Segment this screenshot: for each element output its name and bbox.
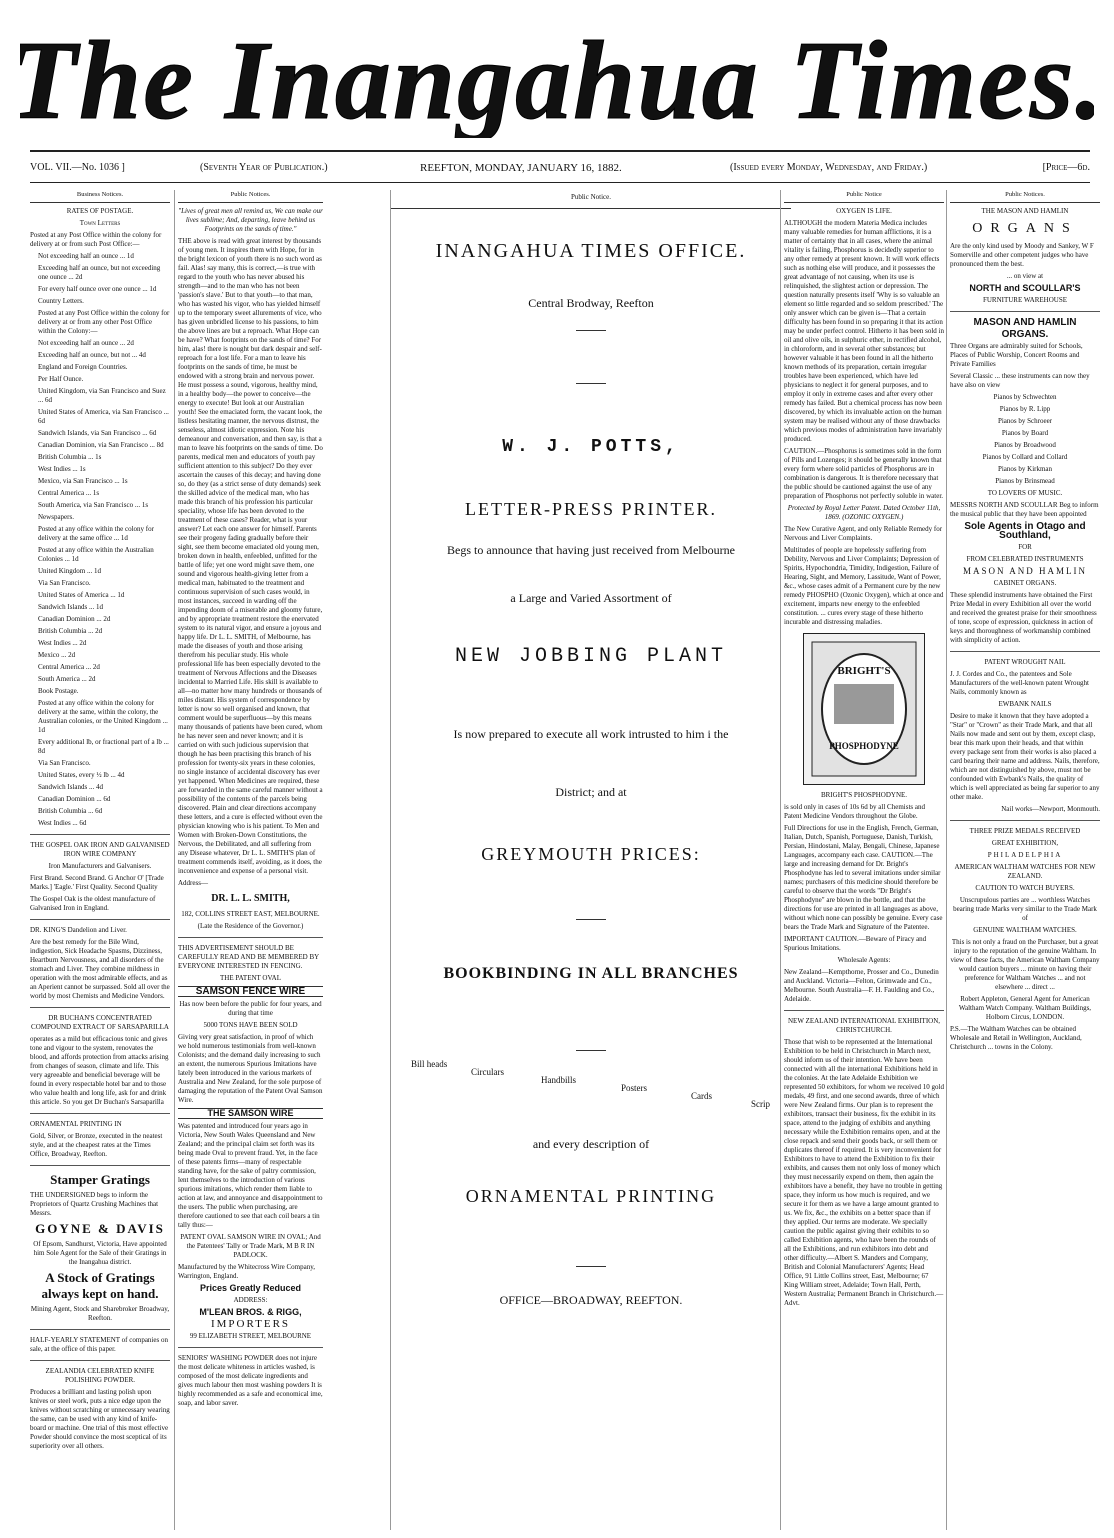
postage-rate-line: Every additional lb, or fractional part of a lb ... 8d — [38, 738, 169, 755]
tons-sold: 5000 TONS HAVE BEEN SOLD — [203, 1021, 298, 1029]
gospel-oak-brands: First Brand. Second Brand. G Anchor O' [Trade Marks.] 'Eagle.' First Quality. Second Quality — [30, 874, 164, 891]
dr-king-title: DR. KING'S Dandelion and Liver. — [30, 926, 127, 934]
postage-rate-line: Mexico, via San Francisco ... 1s — [38, 477, 128, 485]
goyne-davis-body: Of Epsom, Sandhurst, Victoria, Have appointed him Sole Agent for the Sale of their Gratings in the Inangahua district. — [33, 1240, 167, 1266]
divider — [30, 1329, 170, 1330]
agents-list: New Zealand—Kempthorne, Prosser and Co., Dunedin and Auckland. Victoria—Felton, Grimwade and Co., Melbourne. South Australia—F. H. Faulding and Co., Adelaide. — [784, 968, 939, 1003]
page-columns — [30, 190, 1100, 1530]
divider — [950, 311, 1100, 312]
office-footer: OFFICE—BROADWAY, REEFTON. — [499, 1293, 683, 1307]
dr-smith-body: THE above is read with great interest by thousands of young men. It inspires them with Hope, for in the bright lexicon of youth there is no such word as fail. Alas! say many, this is correct,—is true with regard to the youth who has never abused his strength—and to the man who has not been 'passion's slave.' But to that youth—to that man, who has wasted his vigor, who has yielded himself up to the temporary sweet allurements of vice, who has given unbridled license to his passions, to him the above lines are but a reproach. What Hope can be have? What footprints on the sands of time? For him, alas! there is nought but dark despair and self-reproach for a lost life. For a man to leave his footprints on the sands of time, he must be endowed with a strong brain and nervous power. He must possess a sound, vigorous, healthy mind, in a healthy body—the power to conceive—the energy to execute! But look at our Australian youth! See the emaciated form, the vacant look, the listless hesitating manner, the nervous distrust, the senseless, almost idiotic expression. Note his demeanour and conversation, and then say, is that a man to leave his footprints on the sands of time. Do parents, medical men and educators of youth pay sufficient attention to this subject? Do they ever ascertain the causes of this decay; and having done so, do they (as a strict sense of duty demands) seek the skilled advice of the medical man, who has made this branch of his profession his particular speciality, whose life has been devoted to the treatment of these cases? Reader, what is your answer? Let each one answer for himself. Parents see their progeny fading gradually before their sight, see them become emaciated old young men, broken down in health, enfeebled, unfitted for the battle of life; yet one word might save them, one sound and vigorous health-giving letter from a medical man, habituated to the treatment and continuous supervision of such cases would, in most instances, succeed in warding off the impending doom of a miserable and gloomy future, and by appropriate treatment restore the enervated system to its natural vigor, and ensure a joyous and happy life. Dr L. L. SMITH, of Melbourne, has made the diseases of youth and those arising therefrom his peculiar study. His whole professional life has been especially devoted to the treatment of Nervous Affections and the Diseases incidental to Married Life. His skill is available to all—no matter how many hundreds or thousands of miles distant. His system of correspondence by letter is now so well organised and known, that comment would be superfluous—by this means many thousands of patients have been cured, whom he has never seen and never known; and it is carried on with such judicious supervision that though he has been practising this branch of his profession for twenty-six years in these colonies, no single instance of accidental discovery has ever yet happened. When Medicines are required, these are forwarded in the same careful manner without a possibility of the contents of the parcels being discovered. Plain and clear directions accompany these letters, and a cure is effected without even the physician knowing who is his patient. To Men and Women with Broken-Down Constitutions, the Nervous, the Debilitated, and all suffering from any Disease whatever, Dr L. L. SMITH'S plan of treatment commends itself, avoiding, as it does, the inconvenience and expense of a personal visit. — [178, 237, 323, 875]
divider — [784, 1010, 944, 1011]
every-description: and every description of — [532, 1137, 650, 1151]
divider — [576, 383, 606, 384]
from-instruments: FROM CELEBRATED INSTRUMENTS — [966, 555, 1084, 563]
issue-date: REEFTON, MONDAY, JANUARY 16, 1882. — [420, 162, 622, 174]
nail-title: PATENT WROUGHT NAIL — [984, 658, 1066, 666]
goyne-davis: GOYNE & DAVIS — [35, 1221, 165, 1236]
divider — [576, 919, 606, 920]
divider — [30, 1007, 170, 1008]
price: [Price—6d. — [1042, 162, 1090, 173]
postage-rate-line: Posted at any office within the Australian Colonies ... 1d — [38, 546, 154, 563]
printing-item: Posters — [621, 1083, 648, 1093]
elizabeth-street: 99 ELIZABETH STREET, MELBOURNE — [189, 1332, 312, 1340]
exhibition-title: NEW ZEALAND INTERNATIONAL EXHIBITION, CHRISTCHURCH. — [787, 1017, 941, 1034]
multitudes: Multitudes of people are hopelessly suffering from Debility, Nervous and Liver Complaints; Depression of Spirits, Hypochondria, Timidity, Indigestion, Failure of Hearing, Sight, and Memory, Lassitude, Want of Power, &c., whose cases admit of a Permanent cure by the new remedy PHOSPHO (Ozonic Oxygen), which at once and excitement, imparts new energy to the enfeebled constitution. ... cures every stage of these hitherto incurable and distressing maladies. — [784, 546, 944, 626]
great-exhibition: GREAT EXHIBITION, — [991, 839, 1059, 847]
divider — [576, 330, 606, 331]
printing-item: Cards — [691, 1091, 712, 1101]
divider — [30, 1360, 170, 1361]
pianos-list — [950, 393, 1100, 486]
column-header: Public Notices. — [950, 190, 1100, 203]
patent-oval: THE PATENT OVAL — [220, 974, 281, 982]
divider — [30, 919, 170, 920]
postage-rate-line: Central America ... 2d — [38, 663, 100, 671]
messrs-north: MESSRS NORTH AND SCOULLAR Beg to inform the musical public that they have been appointed — [950, 501, 1099, 518]
important-caution: IMPORTANT CAUTION.—Beware of Piracy and Spurious Imitations. — [784, 935, 927, 952]
oxygen-body: ALTHOUGH the modern Materia Medica includes many valuable remedies for human afflictions, it is a matter of certainty that in all cases, where the animal vitality is failing, Phosphorus is decidedly superior to any other remedy at present known. It will work effects such as nothing else will produce, and it possesses the great advantage of not causing, when its use is relinquished, the slightest action or depression. The question naturally presents itself 'Why is so valuable an element so little regarded and so seldom prescribed.' The only answer which can be given is—That a certain difficulty has been found in so preparing it that its action may be under perfect control. Hitherto it has been sold in oil and olive oils, in sulphuric ether, in rectified alcohol, in chloroform, and in several other substances; but however valuable it has been found in all the hitherto known methods of its preparation, certain irregular troubles have been experienced, which have led physicians to neglect it for general purposes, and to employ it only in extreme cases and after every other remedy has failed. But a chemical process has now been discovered, by which its invaluable action on the human system may be realised without any of those drawbacks which previous modes of administration have invariably produced. — [784, 219, 944, 443]
waltham-agent: Robert Appleton, General Agent for American Waltham Watch Company. Waltham Buildings, Holborn Circus, LONDON. — [958, 995, 1092, 1021]
zealandia-title: ZEALANDIA CELEBRATED KNIFE POLISHING POWDER. — [45, 1367, 155, 1384]
piano-item: Pianos by Board — [1001, 429, 1049, 437]
mason-hamlin-heading: MASON AND HAMLIN — [973, 317, 1077, 328]
three-prize-medals: THREE PRIZE MEDALS RECEIVED — [969, 827, 1081, 835]
office-location: Central Brodway, Reefton — [528, 296, 654, 310]
piano-item: Pianos by Brinsmead — [995, 477, 1055, 485]
phosphorus-caution: CAUTION.—Phosphorus is sometimes sold in the form of Pills and Lozenges; it should be generally known that every form where solid particles of Phosphorus are in combination is dangerous. It is therefore necessary that the public should be cautioned against the use of any preparation of Phosphorus not perfectly soluble in water. — [784, 447, 944, 500]
piano-item: Pianos by R. Lipp — [999, 405, 1051, 413]
nail-works: Nail works—Newport, Monmouth. — [1001, 805, 1100, 813]
piano-item: Pianos by Kirkman — [997, 465, 1053, 473]
postage-rate-line: Sandwich Islands ... 1d — [38, 603, 103, 611]
divider — [178, 1347, 323, 1348]
piano-item: Pianos by Collard and Collard — [982, 453, 1068, 461]
postage-rate-line: British Columbia ... 6d — [38, 807, 103, 815]
sole-agents: Sole Agents in Otago and Southland, — [964, 521, 1086, 541]
genuine-body: This is not only a fraud on the Purchaser, but a great injury to the reputation of the genuine Waltham. In view of these facts, the American Waltham Company would caution buyers ... minute on having their preference for Waltham Watches ... and not elsewhere ... direct ... — [950, 938, 1100, 991]
column-header: Business Notices. — [30, 190, 170, 203]
several-classic: Several Classic ... these instruments can now they have also on view — [950, 372, 1090, 389]
svg-text:BRIGHT'S: BRIGHT'S — [837, 665, 891, 677]
postage-rate-line: United Kingdom ... 1d — [38, 567, 101, 575]
column-public-notices-5 — [946, 190, 1100, 1530]
printing-item: Bill heads — [411, 1059, 448, 1069]
exhibition-body: Those that wish to be represented at the International Exhibition to be held in Christchurch in March next, should inform us of their intention. We have been connected with all the international Exhibitions held in the colonies. At the late Adelaide Exhibition we represented 50 exhibitors, for whom we received 10 gold medals, 49 first, and one second awards, three of which were New Zealand firms. Our plan is to represent the exhibitors, transact their business, fix the exhibit in its space, attend to the judging of exhibits and anything necessary while the Exhibition remains open, and at the close repack and send their goods back, or sell them or duplicates thereof if required. It is very inconvenient for Exhibitors to have to attend the Exhibition to fix their exhibits, and causes them not only loss of money which they must necessarily expend on them, then again the exhibitors have a benefit, they have no trouble in getting space, they inform us how much is required, and we secure it for them as we have a large amount granted to us. We fix, &c., the exhibits on a better space than if they applied. Our terms are moderate. We specially caution the public against giving their exhibits to so called Exhibition agents, who have been the rounds of all the Exhibitions, and run exhibitors into debt and other difficulty.—Albert S. Manders and Company, British and Colonial Manufacturers' Agents; Head Office, 91 Little Collins street, East, Melbourne; 67 King William street, Adelaide; Town Hall, Perth, Western Australia; Permanent Branch in Christchurch.—Advt. — [784, 1038, 944, 1307]
printer-name: W. J. POTTS, — [502, 437, 680, 457]
printing-item: Handbills — [541, 1075, 576, 1085]
postage-rate-line: South America ... 2d — [38, 675, 96, 683]
divider — [950, 651, 1100, 652]
samson-body-1: Has now been before the public for four years, and during that time — [179, 1000, 322, 1017]
poem: "Lives of great men all remind us, We can make our lives sublime; And, departing, leave behind us Footprints on the sands of time." — [178, 207, 323, 233]
phosphodyne-label-illustration — [803, 633, 925, 785]
ornamental-printing-body: Gold, Silver, or Bronze, executed in the neatest style, and at the cheapest rates at the Times Office, Broadway, Reefton. — [30, 1132, 163, 1158]
postage-rate-line: United States of America, via San Francisco ... 6d — [38, 408, 169, 425]
postage-rate-line: Via San Francisco. — [38, 579, 91, 587]
postage-rate-line: Central America ... 1s — [38, 489, 100, 497]
postage-rate-line: West Indies ... 2d — [38, 639, 87, 647]
watch-caution: CAUTION TO WATCH BUYERS. — [975, 884, 1075, 892]
north-scoullar: NORTH and SCOULLAR'S — [969, 283, 1081, 293]
postage-rate-line: West Indies ... 6d — [38, 819, 87, 827]
postage-rate-line: South America, via San Francisco ... 1s — [38, 501, 149, 509]
postage-rate-line: Posted at any office within the colony for delivery at the same office ... 1d — [38, 525, 154, 542]
district: District; and at — [555, 785, 627, 799]
genuine-waltham: GENUINE WALTHAM WATCHES. — [973, 926, 1077, 934]
stock-of-gratings: A Stock of Gratings always kept on hand. — [41, 1270, 159, 1301]
prices-reduced: Prices Greatly Reduced — [199, 1283, 302, 1293]
mason-hamlin-2: MASON AND HAMLIN — [962, 566, 1087, 576]
dateline — [30, 150, 1090, 183]
printing-items — [391, 1057, 791, 1107]
samson-fence-wire: SAMSON FENCE WIRE — [178, 986, 323, 997]
column-header: Public Notice. — [391, 190, 791, 209]
svg-text:PHOSPHODYNE: PHOSPHODYNE — [829, 741, 899, 751]
postage-rate-line: Country Letters. — [38, 297, 84, 305]
postage-rate-line: Mexico ... 2d — [38, 651, 76, 659]
cabinet-organs: CABINET ORGANS. — [993, 579, 1057, 587]
column-header: Public Notices. — [178, 190, 323, 203]
seniors-washing-powder: SENIORS' WASHING POWDER does not injure the most delicate whiteness in articles washed, is composed of the most delicate ingredients and gives much labour then most washing powders It is highly recommended as a safe and economical ime, soap, and labor saver. — [178, 1354, 323, 1407]
column-public-notices-2 — [174, 190, 323, 1530]
organs-title: ORGANS — [972, 221, 1078, 236]
postage-rates — [30, 252, 170, 828]
philadelphia: PHILADELPHIA — [987, 851, 1063, 859]
masthead-title-text: The Inangahua Times. — [20, 19, 1094, 138]
splendid-instruments: These splendid instruments have obtained the First Prize Medal in every Exhibition all over the world and received the greatest praise for their smoothness of tone, scope of expression, quickness in action of keys and thoroughness of workmanship combined with simplicity of action. — [950, 591, 1097, 644]
postage-rate-line: Not exceeding half an ounce ... 1d — [38, 252, 134, 260]
gospel-oak-subtitle: Iron Manufacturers and Galvanisers. — [48, 862, 152, 870]
masthead-title — [20, 10, 1094, 138]
column-public-notice-4 — [780, 190, 944, 1530]
dr-smith-name: DR. L. L. SMITH, — [211, 893, 290, 904]
postage-rate-line: Newspapers. — [38, 513, 74, 521]
piano-item: Pianos by Broadwood — [994, 441, 1056, 449]
bright-directions: Full Directions for use in the English, French, German, Italian, Dutch, Spanish, Portuguese, Danish, Turkish, Persian, Hindostani, Malay, Bengali, Chinese, Japanese Languages, accompany each case. CAUTION.—The large and increasing demand for Dr. Bright's Phosphodyne has led to several imitations under similar names; purchasers of this medicine should therefore be careful to observe that the words "Dr Bright's Phosphodyne" are blown in the bottle, and that the directions for use are printed in all languages as above, without which none can possibly be genuine. Every case bears the Trade Mark and Signature of the Patentee. — [784, 824, 943, 931]
postage-rate-line: Canadian Dominion, via San Francisco ... 8d — [38, 441, 164, 449]
masthead — [20, 10, 1094, 138]
postage-title: RATES OF POSTAGE. — [66, 207, 134, 215]
postage-rate-line: Posted at any office within the colony for delivery at the same, within the colony, the Australian colonies, or the United Kingdom ... 1d — [38, 699, 168, 734]
curative-agent: The New Curative Agent, and only Reliable Remedy for Nervous and Liver Complaints. — [784, 525, 943, 542]
postage-rate-line: Canadian Dominion ... 6d — [38, 795, 111, 803]
postage-rate-line: West Indies ... 1s — [38, 465, 86, 473]
printer-trade: LETTER-PRESS PRINTER. — [464, 499, 717, 519]
postage-rate-line: Canadian Dominion ... 2d — [38, 615, 111, 623]
lovers-of-music: TO LOVERS OF MUSIC. — [987, 489, 1063, 497]
dr-buchan-body: operates as a mild but efficacious tonic and gives tone and vigour to the system, renovates the blood, and affords protection from attacks arising from changes of season, climate and life. This very agreeable and beneficial beverage will be found in every respectable hotel bar and to those who value health and long life, ask for and drink this article. So you get Dr Buchan's Sarsaparilla — [30, 1035, 169, 1106]
town-letters: Town Letters — [79, 219, 121, 227]
printing-item: Scrip — [751, 1099, 770, 1109]
dr-buchan-title: DR BUCHAN'S CONCENTRATED COMPOUND EXTRACT OF SARSAPARILLA — [31, 1014, 169, 1031]
mason-hamlin-title: THE MASON AND HAMLIN — [981, 207, 1069, 215]
postage-rate-line: British Columbia ... 1s — [38, 453, 102, 461]
gospel-oak-title: THE GOSPEL OAK IRON AND GALVANISED IRON WIRE COMPANY — [30, 841, 170, 858]
office-title: INANGAHUA TIMES OFFICE. — [435, 240, 747, 262]
divider — [576, 1266, 606, 1267]
postage-rate-line: Per Half Ounce. — [38, 375, 84, 383]
address-label-2: ADDRESS: — [233, 1296, 268, 1304]
postage-rate-line: Not exceeding half an ounce ... 2d — [38, 339, 134, 347]
divider — [576, 1050, 606, 1051]
dr-smith-note: (Late the Residence of the Governor.) — [197, 922, 304, 930]
bookbinding: BOOKBINDING IN ALL BRANCHES — [443, 965, 739, 982]
prepared: Is now prepared to execute all work intrusted to him i the — [453, 727, 729, 741]
nail-body: J. J. Cordes and Co., the patentees and Sole Manufacturers of the well-known patent Wrought Nails, commonly known as — [950, 670, 1089, 696]
zealandia-body: Produces a brilliant and lasting polish upon knives or steel work, puts a nice edge upon the knives without scratching or unnecessary wearing the same, can be used with any kind of knife-board or machine. One trial of this most effective Powder should convince the most sceptical of its superiority over all others. — [30, 1388, 170, 1450]
waltham-ps: P.S.—The Waltham Watches can be obtained Wholesale and Retail in Wellington, Auckland, Christchurch ... towns in the Colony. — [950, 1025, 1082, 1051]
postage-rate-line: Exceeding half an ounce, but not exceeding one ounce ... 2d — [38, 264, 161, 281]
stamper-gratings-title: Stamper Gratings — [50, 1172, 150, 1187]
printing-item: Circulars — [471, 1067, 504, 1077]
postage-rate-line: Posted at any Post Office within the colony for delivery at or from any other Post Office within the Colony:— — [38, 309, 170, 335]
postage-rate-line: Book Postage. — [38, 687, 79, 695]
postage-rate-line: United States, every ½ lb ... 4d — [38, 771, 125, 779]
dr-smith-address: 182, COLLINS STREET EAST, MELBOURNE. — [181, 910, 320, 918]
bright-title: BRIGHT'S PHOSPHODYNE. — [820, 791, 908, 799]
postage-rate-line: Via San Francisco. — [38, 759, 91, 767]
organs-body: Are the only kind used by Moody and Sankey, W F Somerville and other competent judges who have pronounced them the best. — [950, 242, 1094, 268]
organs-heading: ORGANS. — [1001, 329, 1049, 340]
on-view: ... on view at — [1006, 272, 1044, 280]
tin-tally: PATENT OVAL SAMSON WIRE IN OVAL; And the Patentees' Tally or Trade Mark, M B R IN PADLOCK. — [180, 1233, 321, 1259]
ewbank-nails: EWBANK NAILS — [998, 700, 1052, 708]
piano-item: Pianos by Schroeer — [997, 417, 1053, 425]
dr-king-body: Are the best remedy for the Bile Wind, indigestion, Sick Headache Spasms, Dizziness, Heartburn Nervousness, and all disorders of the stomach and Liver. They combine mildness in operation with the most admirable effects, and as an Aperient cannot be surpassed. Sold all over the world by most Chemists and Medicine Vendors. — [30, 938, 170, 1000]
column-potts-printer — [390, 190, 791, 1530]
samson-body-2: Giving very great satisfaction, in proof of which we hold numerous testimonials from well-known Colonists; and the demand daily increasing to such an extent, the numerous Spurious Imitations have lately been introduced in the various markets of Australia and New Zealand, for the sole purpose of damaging the reputation of the Patent Oval Samson Wire. — [178, 1033, 323, 1104]
volume-number: VOL. VII.—No. 1036 ] — [30, 162, 125, 173]
greymouth-prices: GREYMOUTH PRICES: — [481, 844, 701, 864]
postage-rate-line: Exceeding half an ounce, but not ... 4d — [38, 351, 146, 359]
three-organs: Three Organs are admirably suited for Schools, Places of Public Worship, Concert Rooms and Private Families — [950, 342, 1083, 368]
postage-rate-line: United States of America ... 1d — [38, 591, 125, 599]
column-header: Public Notice — [784, 190, 944, 203]
announce: Begs to announce that having just received from Melbourne — [447, 543, 735, 557]
postage-rate-line: England and Foreign Countries. — [38, 363, 128, 371]
half-yearly-statement: HALF-YEARLY STATEMENT of companies on sale, at the office of this paper. — [30, 1336, 168, 1353]
postage-rate-line: British Columbia ... 2d — [38, 627, 103, 635]
whitecross: Manufactured by the Whitecross Wire Company, Warrington, England. — [178, 1263, 316, 1280]
samson-wire-heading: THE SAMSON WIRE — [178, 1108, 323, 1119]
divider — [30, 834, 170, 835]
nail-body-2: Desire to make it known that they have adopted a "Star" or "Crown" as their Trade Mark, and that all Nails now made and sent out by them, except clasp, bear this mark upon their heads, and that within every package sent from their works is also placed a card bearing their name and address. Nails, therefore, which are not distinguished by above, must not be confounded with Ewbank's Nails, the quality of which is well appreciated as being far superior to any other make. — [950, 712, 1100, 801]
fencing-notice: THIS ADVERTISEMENT SHOULD BE CAREFULLY READ AND BE MEMBERED BY EVERYONE INTERESTED IN FENCING. — [178, 944, 319, 970]
oxygen-title: OXYGEN IS LIFE. — [836, 207, 892, 215]
gospel-oak-body: The Gospel Oak is the oldest manufacture of Galvanised Iron in England. — [30, 895, 156, 912]
stock-body: Mining Agent, Stock and Sharebroker Broadway, Reefton. — [30, 1305, 170, 1322]
divider — [950, 820, 1100, 821]
protected: Protected by Royal Letter Patent. Dated October 11th, 1869. (OZONIC OXYGEN.) — [787, 504, 941, 521]
mlean-bros: M'LEAN BROS. & RIGG, — [199, 1307, 302, 1317]
divider — [30, 1165, 170, 1166]
piano-item: Pianos by Schwechten — [993, 393, 1057, 401]
importers: IMPORTERS — [210, 1318, 291, 1330]
postage-rate-line: Sandwich Islands, via San Francisco ... 6d — [38, 429, 157, 437]
issue-schedule: (Issued every Monday, Wednesday, and Friday.) — [730, 162, 928, 173]
column-business-notices — [30, 190, 170, 1530]
ornamental-printing: ORNAMENTAL PRINTING — [465, 1186, 717, 1206]
postage-rate-line: United Kingdom, via San Francisco and Suez ... 6d — [38, 387, 166, 404]
postage-rate-line: For every half ounce over one ounce ... 1d — [38, 285, 157, 293]
publication-year: (Seventh Year of Publication.) — [200, 162, 328, 173]
postage-rate-line: Sandwich Islands ... 4d — [38, 783, 103, 791]
stamper-gratings-body: THE UNDERSIGNED begs to inform the Proprietors of Quartz Crushing Machines that Messrs. — [30, 1191, 159, 1217]
divider — [178, 937, 323, 938]
watch-caution-body: Unscrupulous parties are ... worthless Watches bearing trade Marks very similar to the Trade Mark of — [953, 896, 1097, 922]
for-label: FOR — [1018, 543, 1032, 551]
furniture-warehouse: FURNITURE WAREHOUSE — [982, 296, 1068, 304]
ornamental-printing-title: ORNAMENTAL PRINTING IN — [30, 1120, 122, 1128]
assortment: a Large and Varied Assortment of — [510, 591, 672, 605]
jobbing-plant: NEW JOBBING PLANT — [454, 645, 728, 668]
divider — [30, 1113, 170, 1114]
wholesale-agents: Wholesale Agents: — [837, 956, 891, 964]
samson-body-3: Was patented and introduced four years ago in Victoria, New South Wales Queensland and New Zealand; and the principal claim set forth was its being made Oval to prevent fraud. Yet, in the face of these patents firms—many of respectable standing have, for the sake of paltry commission, lent themselves to the introduction of various spurious imitations, which render them liable to action at law, and annoyance and disappointment to the users. The public when purchasing, are therefore cautioned to see that each coil bears a tin tally thus:— — [178, 1122, 323, 1229]
bright-sold: is sold only in cases of 10s 6d by all Chemists and Patent Medicine Vendors throughout the Globe. — [784, 803, 925, 820]
address-label: Address— — [178, 879, 208, 887]
postage-intro: Posted at any Post Office within the colony for delivery at or from such Post Office:— — [30, 231, 162, 248]
waltham-watches: AMERICAN WALTHAM WATCHES FOR NEW ZEALAND. — [954, 863, 1096, 880]
